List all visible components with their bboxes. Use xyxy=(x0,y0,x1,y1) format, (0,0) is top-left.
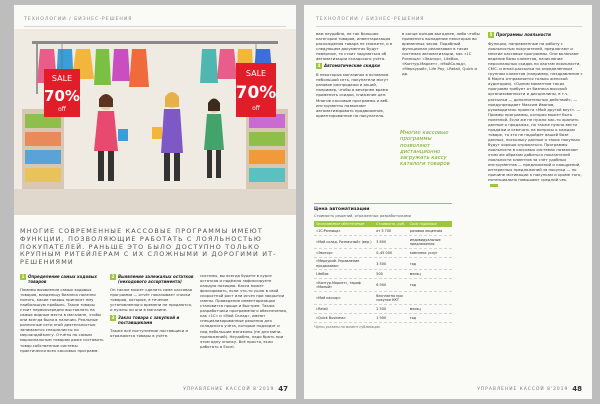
section-title: Определение самых ходовых товаров xyxy=(28,274,97,284)
table-cell: LiteBox xyxy=(316,272,329,277)
article-headline: МНОГИЕ СОВРЕМЕННЫЕ КАССОВЫЕ ПРОГРАММЫ ИМЕЮТ ФУНКЦИИ, ПОЗВОЛЯЮЩИЕ РАБОТАТЬ С ЛОЯЛЬНОСТЬЮ ПОКУПАТЕЛЕЙ. РАНЬШЕ ЭТО БЫЛО ДОСТУПНО ТОЛЬКО КРУПНЫМ РИТЕЙЛЕРАМ С ИХ СЛОЖНЫМИ И ДОРОГИМИ ИТ-РЕШЕНИЯМИ xyxy=(20,227,277,267)
column-header: Стоимость, руб. xyxy=(376,222,405,226)
end-mark xyxy=(490,184,498,187)
paragraph: Он также может сделать сама кассовая программа — отчёт показывает списки товаров, которые, в течение установленного времени не продаются, и нужны ли они в магазине. xyxy=(110,287,193,313)
folio-title: УПРАВЛЕНИЕ КАССОЙ 8'2019 xyxy=(477,387,569,392)
shelf-right xyxy=(246,109,288,189)
paragraph: вам неудобно, не так большая категория товаров, инвентаризация расхождения товара не сможете, и в следующем документах будут неверные, то стоит задуматься об автоматизации складского учёта. xyxy=(316,31,393,62)
shopping-illustration xyxy=(14,29,296,215)
table-row xyxy=(314,227,452,236)
paragraph: Функции, направленные на работу с лояльностью покупателей, предлагают и многие кассовые программы. Они включают ведение базы клиентов, начисление персональных скидок по картам лояльности, СМС- и email-рассылки по определённым группам клиентов (например, поздравление с 8 Марта отправляется только женской аудитории). «Одним моментом таких программ требует от бизнеса высокой организованности и дисциплины, в т.ч. рассылки — дополнительных действий», — предупреждает Максим Иванов, руководитель проекта «Мой другой вкус». — Пример программы, которая может быть полезной. Если же не нужно как-то хранить данные о продажах, но также нужно вести продажи и отвечать на вопросы о каждом товаре, то это не подойдёт вашей базе данных, поскольку данные о таких покупках будут хорошо отражаться. Программы лояльности в кассовых системах позволяют этим же образом добиться показателей лояльности клиентов за счёт удобных инструментов — предложений и поощрений, интересных предложений за покупки — по причине мотивации к покупкам и кроме того, потенциально повышают средний чек. xyxy=(488,41,583,183)
running-head: ТЕХНОЛОГИИ / БИЗНЕС-РЕШЕНИЯ xyxy=(316,17,425,22)
svg-text:70%: 70% xyxy=(235,83,277,103)
table-cell: «Мой кассир» xyxy=(316,295,341,300)
header-rule xyxy=(24,26,286,27)
table-cell: год xyxy=(409,283,416,288)
paragraph: Также всё поступление поставщики и отражаются товары в учёте. xyxy=(110,328,188,339)
section-title: Выявление залежалых остатков (неходового ассортимента) xyxy=(118,274,194,284)
table-row xyxy=(314,292,452,305)
section-number: 1 xyxy=(21,274,25,279)
section-title: Автоматические скидки xyxy=(324,63,380,69)
text-column xyxy=(200,273,288,383)
table-cell: i-Retail xyxy=(316,306,328,311)
table-cell: год xyxy=(409,261,416,266)
table-cell: индивидуальные предложения xyxy=(409,237,441,247)
svg-text:70%: 70% xyxy=(44,87,80,105)
paragraph: В некоторых магазинах в основном небольшой сеть, покупатели могут разовое распродажи и акций, например, чтобы в вечернее время применять скидки, снижение цен. Многие кассовые программы и веб-инструменты позволяют автоматизировать продвижение, ориентированное на покупателя. xyxy=(316,72,389,118)
column-header: Программное обеспечение xyxy=(316,222,365,226)
table-cell: от 3 700 xyxy=(376,229,392,234)
table-body xyxy=(314,227,452,322)
text-column xyxy=(20,273,104,383)
table-cell: комплекс услуг xyxy=(409,250,438,255)
table-row xyxy=(314,236,452,249)
header-rule xyxy=(316,26,582,27)
svg-text:SALE: SALE xyxy=(51,74,73,83)
table-cell: 2 500 xyxy=(376,306,387,311)
table-cell: разовая лицензия xyxy=(409,229,443,234)
table-cell: 1 900 xyxy=(376,315,387,320)
table-row xyxy=(314,258,452,271)
section-number: 4 xyxy=(317,63,321,69)
table-cell: 6 900 xyxy=(376,283,387,288)
table-cell: «Контур.Маркет», тариф «Малый» xyxy=(316,280,361,290)
table-cell: «Мой склад. Розничный» (вер.) xyxy=(316,239,372,244)
paragraph: в конце концов выгоднее, либо чтобы применять выпадение некоторых во временных часов. Подобный функционал реализован в таких системах автоматизации, как «1С Розница» «Эвотор», LiteBox, «Контур.Маркет», «МойСклад», «Меркурий», Life Pay, i-Retail, Quick и др. xyxy=(402,31,480,77)
table-cell: «1С:Розница» xyxy=(316,229,341,234)
text-column xyxy=(316,31,396,199)
folio xyxy=(183,385,288,393)
left-page xyxy=(14,5,296,399)
table-row xyxy=(314,305,452,314)
table-cell: бесплатно при покупке ККТ xyxy=(376,293,403,302)
table-cell: 3 600 xyxy=(376,239,387,244)
paragraph: Помимо выявления самых ходовых товаров, владельцу бизнеса полезно понять, какие товары приносят ему наибольшую прибыль. Такие товары стоит первоочередно выставлять на самые видные места в магазине, чтобы они всегда были в наличии. Реальные розничные сети этой деятельностью занимаются специалисты по мерчандайзингу. Отчёты по самым маржинальным товарам даже составить товар собственные системы практически всех кассовых программ. xyxy=(20,287,104,353)
table-cell: «Quick Business» xyxy=(316,315,346,320)
page-number: 48 xyxy=(572,385,582,393)
table-cell: 500 xyxy=(376,272,383,277)
shelf-left xyxy=(22,109,64,189)
table-cell: месяц xyxy=(409,306,421,311)
folio-title: УПРАВЛЕНИЕ КАССОЙ 8'2019 xyxy=(183,387,275,392)
text-column xyxy=(110,273,194,383)
section-number: 3 xyxy=(111,315,115,321)
svg-text:SALE: SALE xyxy=(245,69,267,78)
section-number: 5 xyxy=(489,32,493,37)
svg-text:off: off xyxy=(252,105,260,112)
section-number: 2 xyxy=(111,274,115,279)
table-subtitle: Стоимость решений, отраженных разработчиками xyxy=(314,214,411,218)
table-cell: 0–45 000 xyxy=(376,250,393,255)
section-title: Программы лояльности xyxy=(496,32,551,37)
svg-text:off: off xyxy=(58,106,66,113)
table-row xyxy=(314,270,452,279)
table-cell: месяц xyxy=(409,272,421,277)
column-header: Срок подписки xyxy=(409,222,437,226)
table-note: *Цены указаны на момент публикации. xyxy=(314,324,381,329)
table-cell: «Эвотор» xyxy=(316,250,333,255)
text-column xyxy=(488,31,584,383)
pull-quote: Многие кассовые программы позволяют дистанционно загружать кассу каталоги товаров xyxy=(400,130,450,168)
page-number: 47 xyxy=(278,385,288,393)
running-head: ТЕХНОЛОГИИ / БИЗНЕС-РЕШЕНИЯ xyxy=(24,17,133,22)
text-column xyxy=(402,31,482,121)
table-title: Цена автоматизации xyxy=(314,207,370,212)
section-title: Заказ товара с закупкой и поставщиками xyxy=(118,315,180,326)
table-cell: год xyxy=(409,315,416,320)
table-row xyxy=(314,249,452,258)
folio xyxy=(477,385,582,393)
price-table xyxy=(314,203,452,383)
paragraph: системы, вы всегда будете в курсе остатков и надёжно зафиксируете каждую позицию. Касса может фиксировать, если что-то ушло в свой скоростной рост или исчез при закрытии смены. Проведение инвентаризации становится проще и быстрее. Также разработчики программного обеспечения, как «1С» и «Мой Склад», имеют специализированные решения для складского учёта, которые подходят и под небольшие магазины (не для мини-приложений). Неудобно, надо брать при этом одну кнопку. Всё просто, если работать в Excel. xyxy=(200,273,288,349)
table-row xyxy=(314,314,452,323)
table-cell: 3 500 xyxy=(376,261,387,266)
right-page xyxy=(304,5,592,399)
table-cell: «Меркурий. Управление продажами» xyxy=(316,259,360,268)
table-row xyxy=(314,279,452,292)
